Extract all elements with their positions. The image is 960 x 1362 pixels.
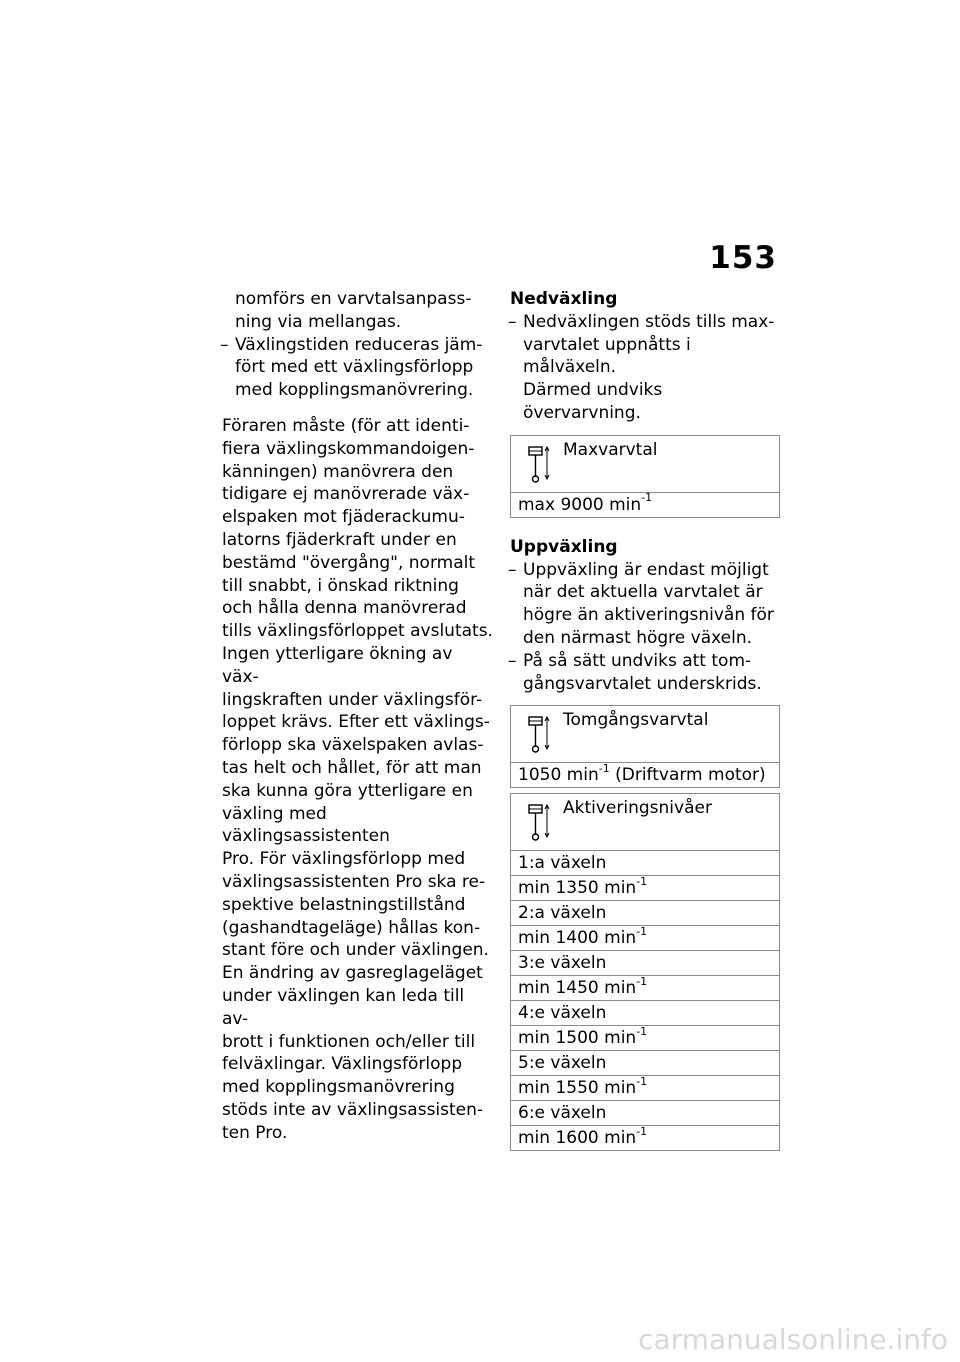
text-line: – Växlingstiden reduceras jäm- [235,334,483,355]
text-line: latorns fjäderkraft under en [222,529,457,550]
text-line: växlingsassistenten Pro ska re- [222,871,486,892]
spec-table-row [511,925,779,950]
text-line: Föraren måste (för att identi- [222,415,470,436]
spec-table-header [511,436,779,493]
unit-exponent: -1 [641,491,653,505]
row-value: min 1550 min [518,1078,637,1099]
uppvaxling-list [510,559,780,696]
text-line: till snabbt, i önskad riktning [222,575,459,596]
text-line: bestämd "övergång", normalt [222,552,476,573]
text-line: högre än aktiveringsnivån för [523,605,774,626]
text-line: gångsvarvtalet underskrids. [523,673,762,694]
unit-exponent: -1 [636,874,648,888]
text-line: felväxlingar. Växlingsförlopp [222,1054,463,1075]
spec-table-aktiveringsnivaer [510,793,780,1151]
dash-list-item [510,650,780,696]
spec-table-title: Maxvarvtal [563,439,658,460]
spec-table-row [511,1100,779,1125]
spec-table-body [511,851,779,1150]
row-value: min 1600 min [518,1128,637,1149]
spec-table-row [511,763,779,787]
spec-table-title: Aktiveringsnivåer [563,798,712,819]
unit-exponent: -1 [636,924,648,938]
row-value: 5:e växeln [518,1053,607,1074]
text-line: brott i funktionen och/eller till [222,1031,476,1052]
spec-table-body [511,493,779,517]
text-line: växling med växlingsassistenten [222,803,390,847]
text-line: ning via mellangas. [235,311,402,332]
text-line: – Nedväxlingen stöds tills max- [523,311,775,332]
text-line: förlopp ska växelspaken avlas- [222,735,484,756]
row-value: 4:e växeln [518,1003,607,1024]
body-paragraph [222,415,494,1145]
text-line: när det aktuella varvtalet är [523,582,763,603]
unit-exponent: -1 [636,1074,648,1088]
text-line: Pro. För växlingsförlopp med [222,849,466,870]
row-value: 6:e växeln [518,1103,607,1124]
spec-table-row [511,875,779,900]
text-line: loppet krävs. Efter ett växlings- [222,712,490,733]
left-column [222,288,494,1144]
text-line: den närmast högre växeln. [523,627,753,648]
text-line: varvtalet uppnåtts i målväxeln. [523,334,691,378]
text-line: elspaken mot fjäderackumu- [222,507,465,528]
dash-list-item [510,559,780,650]
text-line: med kopplingsmanövrering [222,1077,455,1098]
text-line: ska kunna göra ytterligare en [222,780,473,801]
row-value: min 1500 min [518,1028,637,1049]
spec-table-row [511,1000,779,1025]
spec-table-title: Tomgångsvarvtal [563,710,709,731]
row-value: min 1400 min [518,928,637,949]
nedvaxling-list [510,311,780,425]
row-value: 2:a växeln [518,903,607,924]
spec-table-row [511,975,779,1000]
text-line: stant före och under växlingen. [222,940,489,961]
spec-table-row [511,900,779,925]
row-value: 1050 min [518,765,599,786]
spec-table-row [511,493,779,517]
unit-exponent: -1 [636,974,648,988]
text-line: tidigare ej manövrerade väx- [222,484,470,505]
spec-table-body [511,763,779,787]
spec-table-row [511,1025,779,1050]
spec-table-header [511,706,779,763]
row-value: 3:e växeln [518,953,607,974]
dash-list-item [510,311,780,425]
row-value: min 1350 min [518,878,637,899]
text-line: lingskraften under växlingsför- [222,689,483,710]
page-number: 153 [709,240,777,276]
text-line: tas helt och hållet, för att man [222,757,482,778]
text-line: En ändring av gasreglageläget [222,963,483,984]
text-line: ten Pro. [222,1122,288,1143]
text-line: och hålla denna manövrerad [222,598,467,619]
engine-piston-icon [526,445,552,485]
text-line: – På så sätt undviks att tom- [523,650,752,671]
text-line: – Uppväxling är endast möjligt [523,559,769,580]
dash-list-item [222,334,494,402]
engine-piston-icon [526,803,552,843]
text-line: stöds inte av växlingsassisten- [222,1099,484,1120]
spec-table-row [511,851,779,875]
text-line: spektive belastningstillstånd [222,894,466,915]
spec-table-maxvarvtal [510,435,780,518]
unit-exponent: -1 [636,1024,648,1038]
row-value: min 1450 min [518,978,637,999]
continued-list-text [222,288,494,334]
right-column [510,288,780,1151]
text-line: fört med ett växlingsförlopp [235,357,474,378]
text-line: fiera växlingskommandoigen- [222,438,475,459]
spec-table-row [511,1125,779,1150]
spec-table-tomgangsvarvtal [510,705,780,788]
row-note: (Driftvarm motor) [609,765,766,786]
row-value: 1:a växeln [518,853,607,874]
spec-table-row [511,1075,779,1100]
engine-piston-icon [526,715,552,755]
text-line: tills växlingsförloppet avslutats. [222,621,493,642]
text-line: nomförs en varvtalsanpass- [235,289,472,309]
section-heading-nedvaxling: Nedväxling [510,289,618,309]
watermark: carmanualsonline.info [638,1323,948,1356]
unit-exponent: -1 [598,761,610,775]
spec-table-row [511,1050,779,1075]
text-line: Därmed undviks övervarvning. [523,380,663,423]
text-line: Ingen ytterligare ökning av väx- [222,643,453,687]
spec-table-header [511,794,779,851]
spec-table-row [511,950,779,975]
row-value: max 9000 min [518,494,642,515]
unit-exponent: -1 [636,1124,648,1138]
text-line: (gashandtageläge) hållas kon- [222,917,481,938]
text-line: med kopplingsmanövrering. [235,380,474,401]
text-line: känningen) manövrera den [222,461,454,482]
text-line: under växlingen kan leda till av- [222,985,465,1029]
section-heading-uppvaxling: Uppväxling [510,536,618,557]
